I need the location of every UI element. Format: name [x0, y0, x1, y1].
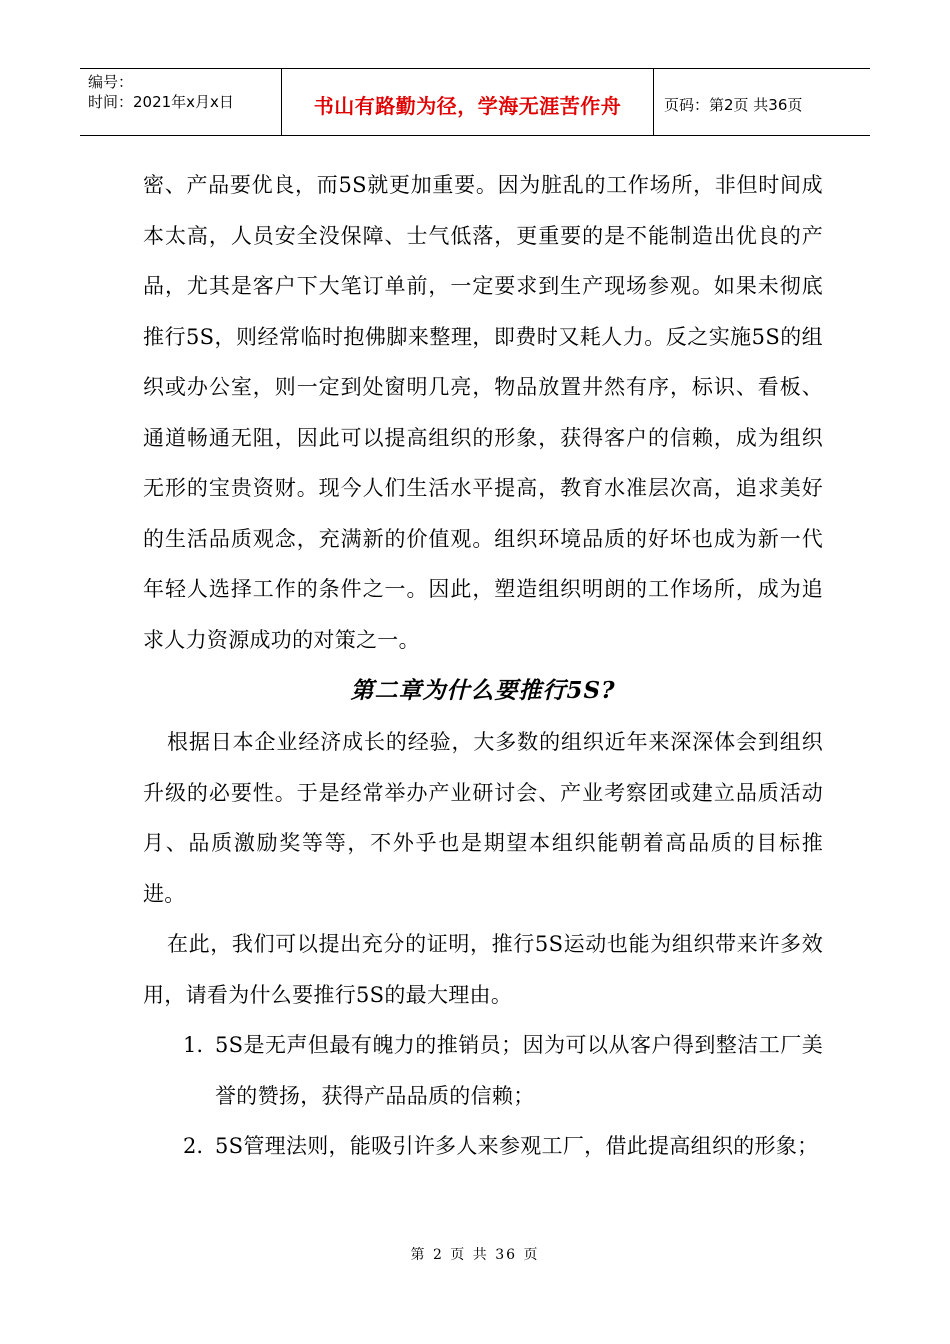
reasons-list: [143, 1020, 823, 1172]
header-motto: 书山有路勤为径，学海无涯苦作舟: [282, 69, 654, 135]
header-page-info: 页码：第2页 共36页: [664, 95, 803, 114]
list-item-text: 5S管理法则，能吸引许多人来参观工厂，借此提高组织的形象；: [215, 1134, 819, 1158]
paragraph-2: 根据日本企业经济成长的经验，大多数的组织近年来深深体会到组织升级的必要性。于是经常举办产业研讨会、产业考察团或建立品质活动月、品质激励奖等等，不外乎也是期望本组织能朝着高品质的目标推进。: [143, 730, 823, 906]
list-item: [143, 1020, 823, 1121]
header-meta: [80, 69, 282, 135]
number-label: 编号：: [88, 73, 134, 91]
list-item-text: 5S是无声但最有魄力的推销员；因为可以从客户得到整洁工厂美誉的赞扬，获得产品品质的信赖；: [215, 1033, 823, 1108]
paragraph-3: 在此，我们可以提出充分的证明，推行5S运动也能为组织带来许多效用，请看为什么要推行5S的最大理由。: [143, 932, 823, 1007]
list-item-number: 2.: [182, 1134, 203, 1158]
paragraph-1: 密、产品要优良，而5S就更加重要。因为脏乱的工作场所，非但时间成本太高，人员安全没保障、士气低落，更重要的是不能制造出优良的产品，尤其是客户下大笔订单前，一定要求到生产现场参观。如果未彻底推行5S，则经常临时抱佛脚来整理，即费时又耗人力。反之实施5S的组织或办公室，则一定到处窗明几亮，物品放置井然有序，标识、看板、通道畅通无阻，因此可以提高组织的形象，获得客户的信赖，成为组织无形的宝贵资财。现今人们生活水平提高，教育水准层次高，追求美好的生活品质观念，充满新的价值观。组织环境品质的好坏也成为新一代年轻人选择工作的条件之一。因此，塑造组织明朗的工作场所，成为追求人力资源成功的对策之一。: [143, 173, 823, 652]
list-item-number: 1.: [182, 1033, 203, 1057]
time-label: 时间：2021年x月x日: [88, 93, 234, 111]
document-body: [143, 160, 823, 1172]
page-header: [80, 68, 870, 136]
page-footer: 第 2 页 共 36 页: [410, 1247, 540, 1263]
list-item: [143, 1121, 823, 1172]
chapter-title: 第二章为什么要推行5S?: [350, 677, 616, 704]
